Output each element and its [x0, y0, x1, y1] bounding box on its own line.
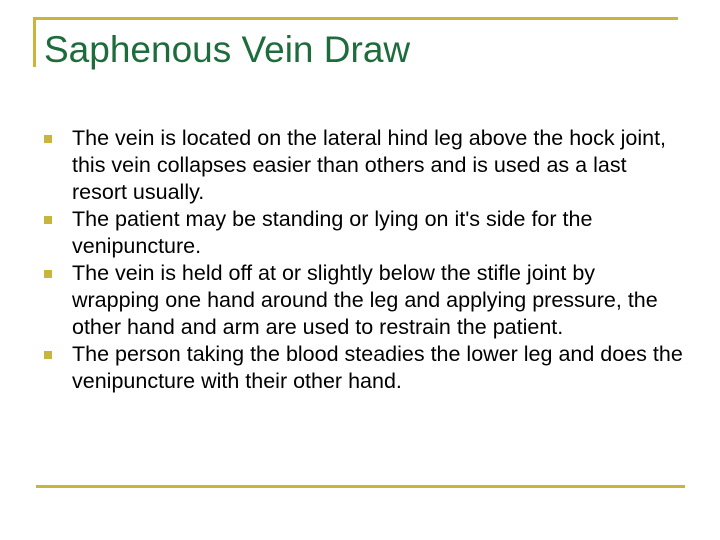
bullet-list	[44, 125, 684, 395]
bullet-item	[44, 260, 684, 341]
bullet-item	[44, 206, 684, 260]
bullet-text: The person taking the blood steadies the lower leg and does the venipuncture with their other hand.	[72, 342, 683, 393]
bullet-text: The vein is located on the lateral hind leg above the hock joint, this vein collapses easier than others and is used as a last resort usually.	[72, 126, 667, 204]
square-bullet-icon	[44, 216, 52, 224]
title-frame-left-line	[33, 17, 36, 67]
square-bullet-icon	[44, 135, 52, 143]
bullet-text: The patient may be standing or lying on it's side for the venipuncture.	[72, 207, 593, 258]
slide-title: Saphenous Vein Draw	[44, 29, 411, 70]
bullet-text: The vein is held off at or slightly below the stifle joint by wrapping one hand around the leg and applying pressure, the other hand and arm are used to restrain the patient.	[72, 261, 658, 339]
title-frame-top-line	[33, 17, 678, 20]
square-bullet-icon	[44, 351, 52, 359]
bullet-item	[44, 125, 684, 206]
square-bullet-icon	[44, 270, 52, 278]
bottom-divider-line	[36, 485, 685, 488]
bullet-item	[44, 341, 684, 395]
